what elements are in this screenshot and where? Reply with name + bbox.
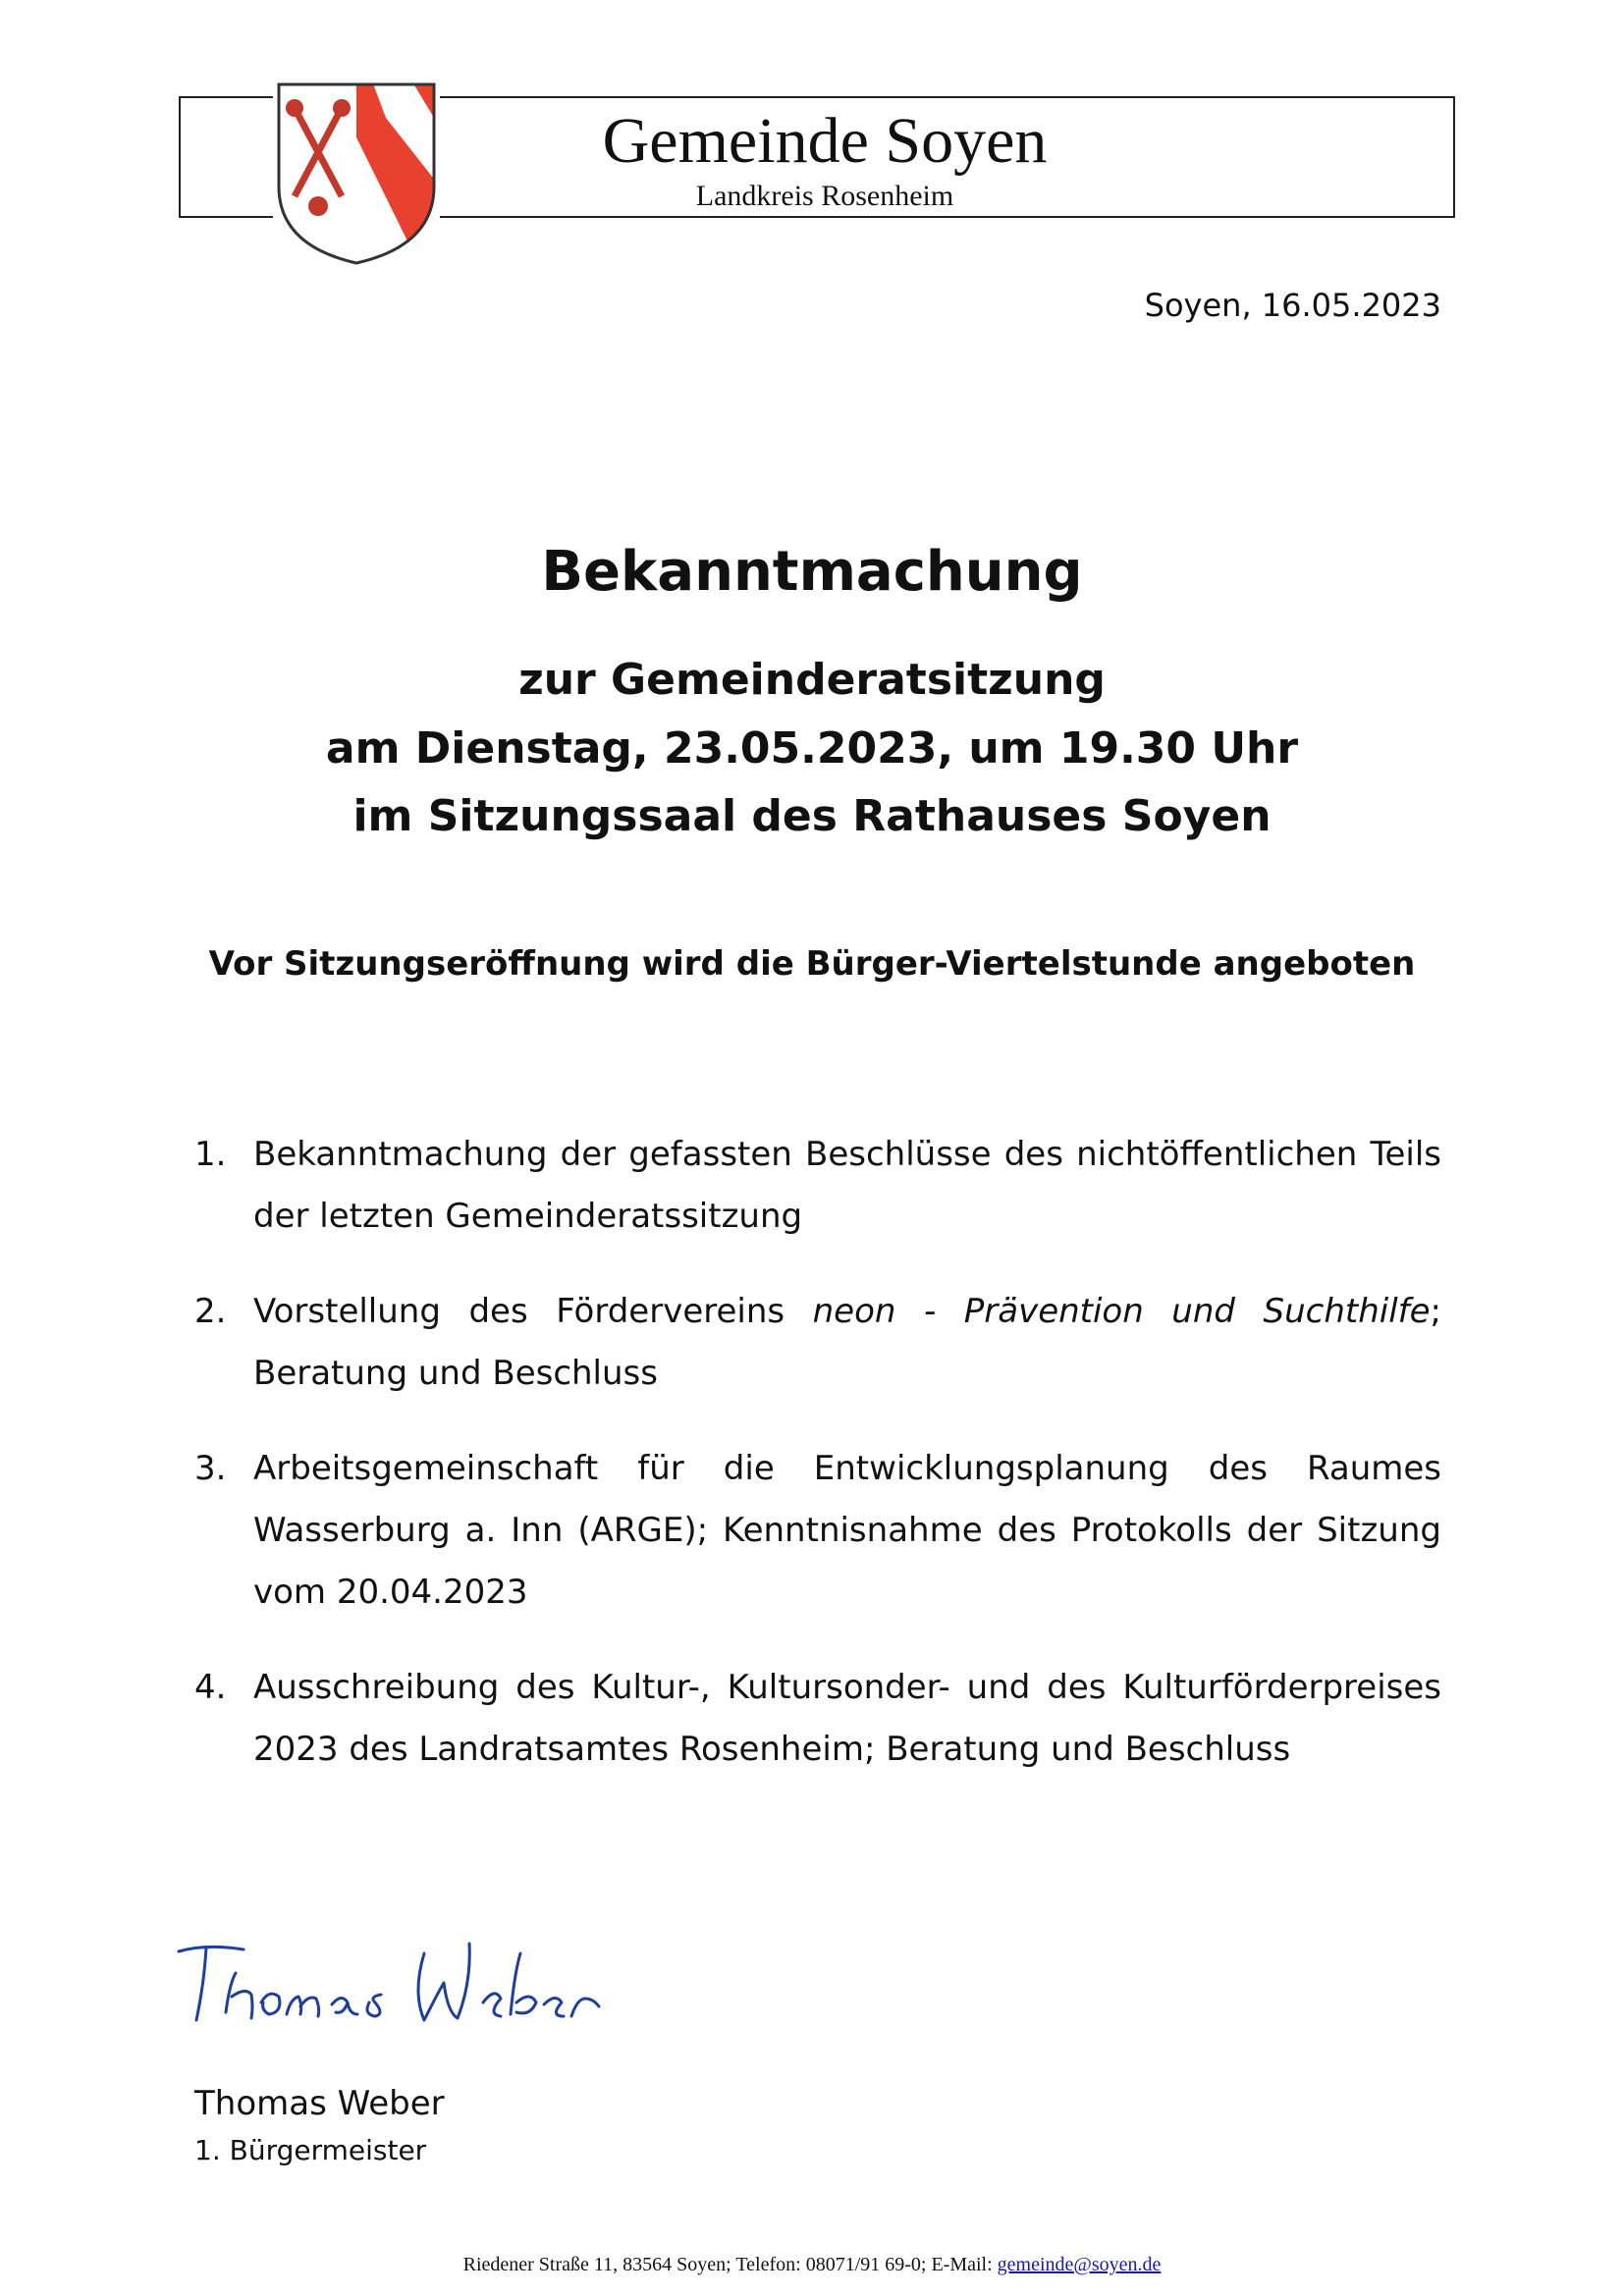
signer-role: 1. Bürgermeister: [194, 2134, 427, 2166]
agenda-list: [194, 1124, 1441, 1814]
subtitle-line-2: am Dienstag, 23.05.2023, um 19.30 Uhr: [325, 723, 1299, 774]
footer-contact: [0, 2254, 1624, 2276]
footer-address: Riedener Straße 11, 83564 Soyen; Telefon: 08071/91 69-0; E-Mail:: [462, 2254, 998, 2275]
agenda-item-text-end: ; Beratung und Beschluss: [253, 1292, 1442, 1393]
agenda-item-number: 2.: [194, 1292, 227, 1331]
agenda-item-text: [253, 1281, 1441, 1405]
citizen-quarter-notice: Vor Sitzungseröffnung wird die Bürger-Viertelstunde angeboten: [208, 944, 1416, 984]
signer-name: Thomas Weber: [194, 2084, 445, 2123]
coat-of-arms-icon: [273, 79, 440, 267]
email-link[interactable]: gemeinde@soyen.de: [997, 2254, 1162, 2275]
agenda-item-number: 3.: [194, 1449, 227, 1488]
association-name: neon - Prävention und Suchthilfe: [812, 1292, 1431, 1331]
handwritten-signature: [167, 1924, 619, 2042]
subtitle-line-3: im Sitzungssaal des Rathauses Soyen: [352, 791, 1272, 841]
subtitle-line-1: zur Gemeinderatsitzung: [518, 655, 1106, 705]
agenda-item-text-start: Vorstellung des Fördervereins: [253, 1292, 813, 1331]
district-name: Landkreis Rosenheim: [695, 180, 954, 212]
document-date: Soyen, 16.05.2023: [1144, 287, 1441, 324]
page-title: Bekanntmachung: [541, 540, 1083, 604]
agenda-item-number: 1.: [194, 1135, 227, 1174]
municipality-name: Gemeinde Soyen: [602, 105, 1048, 177]
agenda-item: [194, 1124, 1441, 1248]
agenda-item-number: 4.: [194, 1668, 227, 1707]
agenda-item: [194, 1281, 1441, 1405]
agenda-item-text: Ausschreibung des Kultur-, Kultursonder- und des Kulturförderpreises 2023 des Landratsamtes Rosenheim; Beratung und Beschluss: [253, 1668, 1441, 1769]
agenda-item: [194, 1438, 1441, 1624]
agenda-item-text: Arbeitsgemeinschaft für die Entwicklungsplanung des Raumes Wasserburg a. Inn (ARGE); Kenntnisnahme des Protokolls der Sitzung vom 20.04.2023: [253, 1449, 1441, 1612]
agenda-item: [194, 1657, 1441, 1781]
agenda-item-text: Bekanntmachung der gefassten Beschlüsse des nichtöffentlichen Teils der letzten Gemeinderatssitzung: [253, 1135, 1441, 1236]
